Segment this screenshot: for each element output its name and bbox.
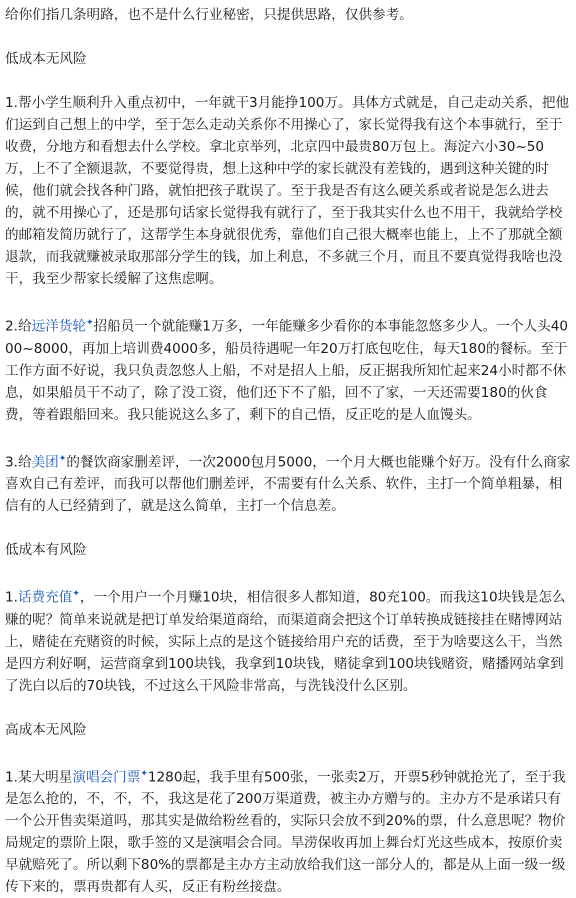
item-concert-tickets: 1.某大明星演唱会门票✦1280起，我手里有500张，一张卖2万，开票5秒钟就抢光了，至于我是怎么抢的，不，不，不，我这是花了200万渠道费，被主办方赠与的。主办方不是承诺只有一个公开售卖渠道吗，那其实是做给粉丝看的，实际只会放不到20%的票，什么意思呢？物价局规定的票阶上限，歌手签的又是演唱会合同。旱涝保收再加上舞台灯光这些成本，按原价卖早就赔死了。所以剩下80%的票都是主办方主动放给我们这一部分人的，都是从上面一级一级传下来的，票再贵都有人买，反正有粉丝接盘。 xyxy=(5,768,566,896)
item-delete-reviews: 3.给美团✦的餐饮商家删差评，一次2000包月5000，一个月大概也能赚个好万。没有什么商家喜欢自己有差评，而我可以帮他们删差评，不需要有什么关系、软件，主打一个简单粗暴，相信有的人已经猜到了，就是这么简单，主打一个信息差。 xyxy=(5,453,571,515)
section-heading-low-cost-with-risk: 低成本有风险 xyxy=(5,542,87,559)
item-ocean-crew: 2.给远洋货轮✦招船员一个就能赚1万多，一年能赚多少看你的本事能忽悠多少人。一个人头4000~8000，再加上培训费4000多，船员待遇呢一年20万打底包吃住，每天180的餐标。至于工作方面不好说，我只负责忽悠人上船，不对是招人上船，反正据我所知忙起来24小时都不休息，如果船员干不动了，除了没工资，他们还下不了船，回不了家，一天还需要180的伙食费，等着跟船回来。我只能说这么多了，剩下的自己悟，反正吃的是人血馒头。 xyxy=(5,318,569,423)
item-tutoring-admission: 1.帮小学生顺利升入重点初中，一年就干3月能挣100万。具体方式就是，自己走动关系，把他们运到自己想上的中学，至于怎么走动关系你不用操心了，家长觉得我有这个本事就行，至于收费，分地方和看想去什么学校。拿北京举列，北京四中最贵80万包上。海淀六小30~50万，上不了全额退款，不要觉得贵，想上这种中学的家长就没有差钱的，遇到这种关键的时候，他们就会找各种门路，就怕把孩子耽误了。至于我是否有这么硬关系或者说是怎么进去的，就不用操心了，还是那句话家长觉得我有就行了，至于我其实什么也不用干，我就给学校的邮箱发简历就行了，这帮学生本身就很优秀，靠他们自己很大概率也能上，上不了那就全额退款，而我就赚被录取那部分学生的钱，加上利息，不多就三个月，而且不要真觉得我啥也没干，我至少帮家长缓解了这焦虑啊。 xyxy=(5,95,570,287)
article-body xyxy=(5,4,571,898)
keyword-link-meituan[interactable]: 美团 xyxy=(31,454,59,471)
section-heading-high-cost-no-risk: 高成本无风险 xyxy=(5,721,87,738)
section-heading-low-cost-no-risk: 低成本无风险 xyxy=(5,51,87,67)
sparkle-icon: ✦ xyxy=(140,768,148,779)
sparkle-icon: ✦ xyxy=(85,318,94,328)
item-phone-recharge: 1.话费充值✦，一个用户一个月赚10块，相信很多人都知道，80充100。而我这10块钱是怎么赚的呢？简单来说就是把订单发给渠道商给，而渠道商会把这个订单转换成链接挂在赌博网站上，赌徒在充赌资的时候，实际上点的是这个链接给用户充的话费，至于为啥要这么干，当然是四方利好啊，运营商拿到100块钱，我拿到10块钱，赌徒拿到100块钱赌资，赌播网站拿到了洗白以后的70块钱，不过这么干风险非常高，与洗钱没什么区别。 xyxy=(5,589,566,694)
intro-paragraph: 给你们指几条明路，也不是什么行业秘密，只提供思路，仅供参考。 xyxy=(5,7,413,23)
keyword-link-phone-recharge[interactable]: 话费充值 xyxy=(17,589,73,606)
keyword-link-ocean-freighter[interactable]: 远洋货轮 xyxy=(31,318,86,335)
sparkle-icon: ✦ xyxy=(58,453,67,464)
keyword-link-concert-tickets[interactable]: 演唱会门票 xyxy=(72,769,141,786)
sparkle-icon: ✦ xyxy=(72,589,80,600)
